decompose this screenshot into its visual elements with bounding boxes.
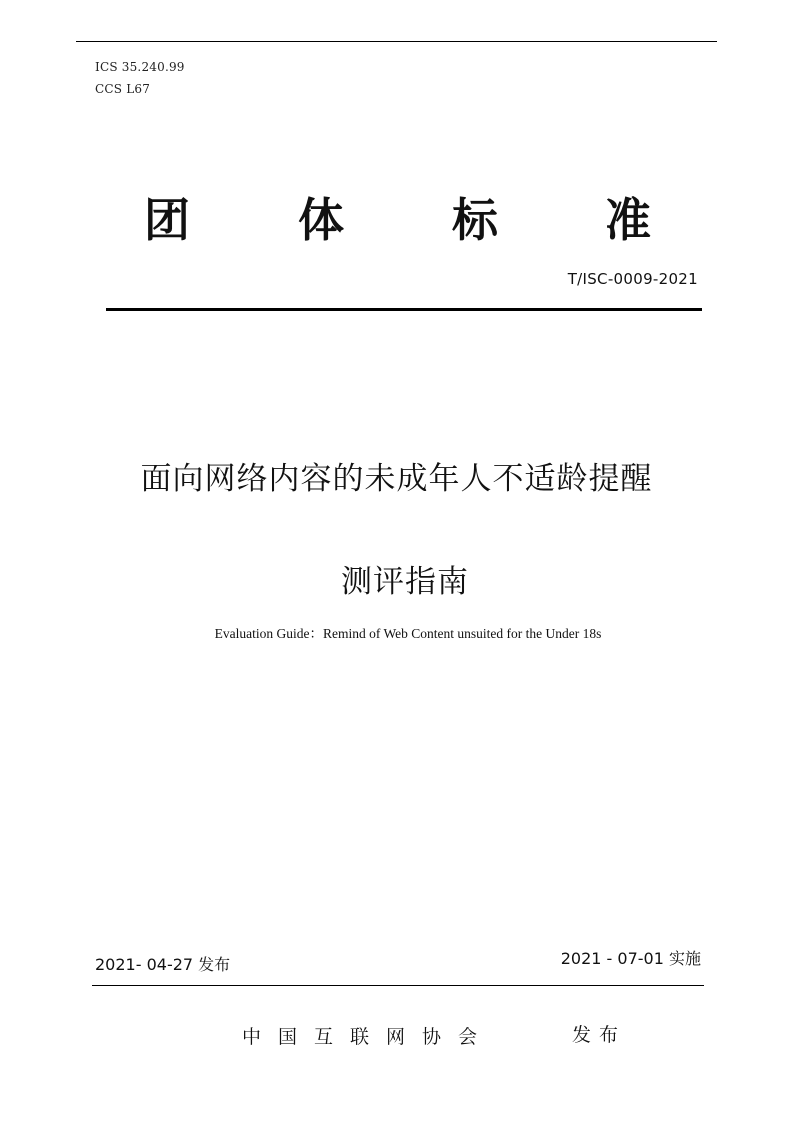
footer-divider — [92, 985, 704, 986]
standard-type-char: 团 — [144, 193, 190, 247]
standard-type-char: 体 — [298, 193, 344, 247]
publisher-action: 发布 — [572, 1024, 627, 1046]
document-title-zh-line2: 测评指南 — [341, 564, 469, 600]
header-divider — [106, 308, 702, 311]
implement-date: 2021 - 07-01 实施 — [560, 949, 701, 968]
ics-code: ICS 35.240.99 — [95, 60, 185, 74]
standard-number: T/ISC-0009-2021 — [567, 270, 698, 288]
ccs-code: CCS L67 — [95, 82, 151, 96]
standard-type-char: 准 — [605, 193, 651, 247]
document-title-zh-line1: 面向网络内容的未成年人不适龄提醒 — [140, 461, 653, 497]
standard-type-heading — [100, 190, 710, 250]
document-title-en: Evaluation Guide：Remind of Web Content unsuited for the Under 18s — [214, 626, 602, 641]
publisher-name: 中国互联网协会 — [242, 1026, 495, 1048]
top-rule — [76, 41, 717, 42]
standard-type-char: 标 — [452, 193, 498, 247]
publish-date: 2021- 04-27 发布 — [95, 955, 231, 974]
